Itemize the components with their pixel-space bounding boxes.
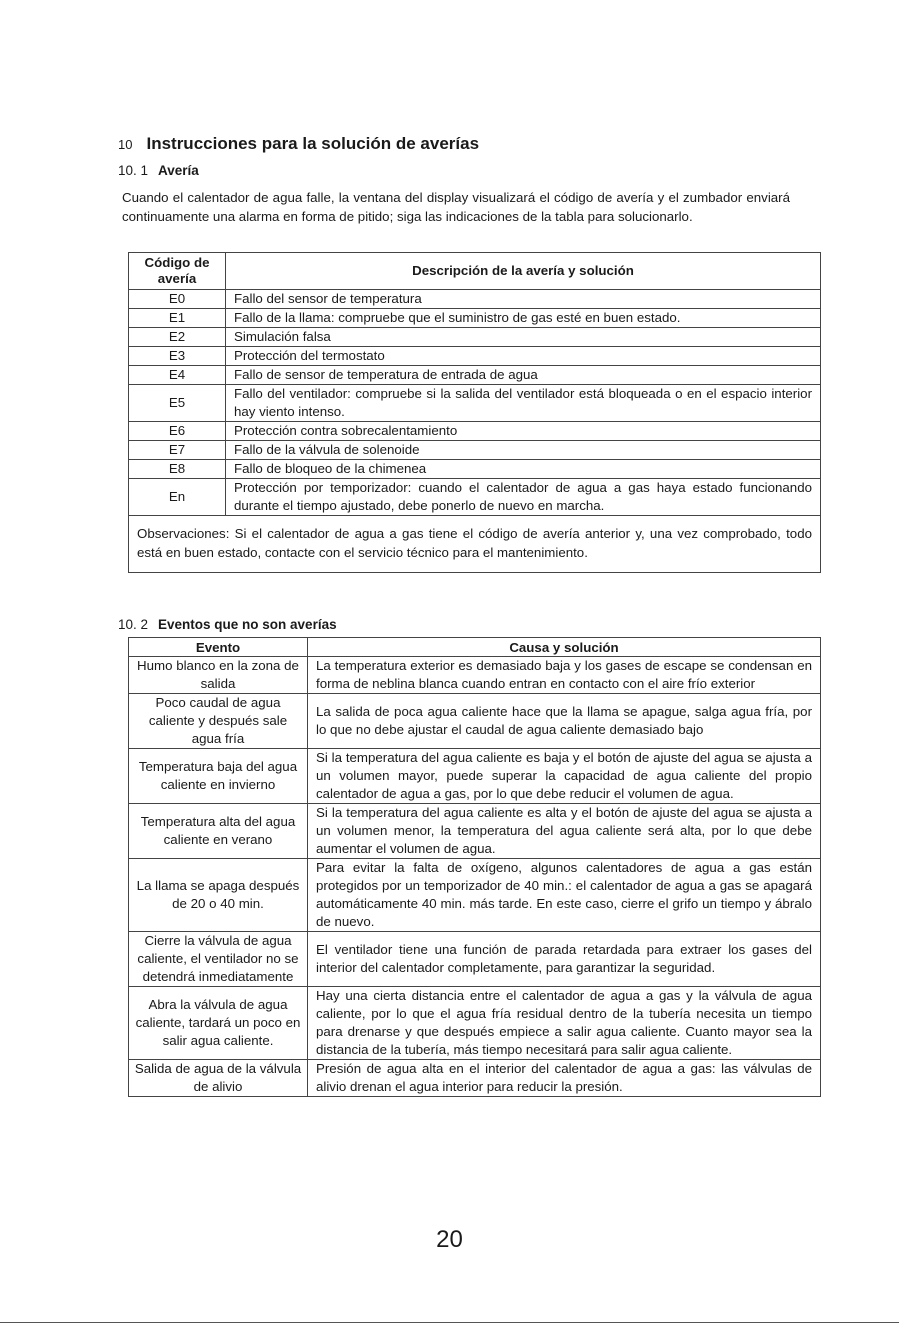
fault-code: E8 xyxy=(129,460,226,479)
column-header-event: Evento xyxy=(129,638,308,657)
observations-note: Observaciones: Si el calentador de agua a gas tiene el código de avería anterior y, una vez comprobado, todo está en buen estado, contacte con el servicio técnico para el mantenimiento. xyxy=(129,516,821,573)
fault-code: E0 xyxy=(129,290,226,309)
fault-description: Fallo de bloqueo de la chimenea xyxy=(226,460,821,479)
footer-divider xyxy=(0,1322,899,1323)
event-cause-solution: Hay una cierta distancia entre el calentador de agua a gas y la válvula de agua caliente, por lo que el agua fría residual dentro de la tubería necesita un tiempo para drenarse y que después empiece a salir agua caliente. Cuanto mayor sea la distancia de la tubería, más tiempo necesitará para salir agua caliente. xyxy=(308,987,821,1060)
event-name: Humo blanco en la zona de salida xyxy=(129,657,308,694)
fault-description: Simulación falsa xyxy=(226,328,821,347)
table-row xyxy=(129,694,821,749)
non-fault-events-table xyxy=(128,637,821,1097)
fault-code: E4 xyxy=(129,366,226,385)
subsection-number: 10. 2 xyxy=(118,617,149,632)
fault-description: Fallo de sensor de temperatura de entrada de agua xyxy=(226,366,821,385)
table-row xyxy=(129,328,821,347)
table-row xyxy=(129,366,821,385)
subsection-heading-events xyxy=(118,617,337,632)
event-name: La llama se apaga después de 20 o 40 min. xyxy=(129,859,308,932)
event-cause-solution: El ventilador tiene una función de parada retardada para extraer los gases del interior del calentador completamente, para garantizar la seguridad. xyxy=(308,932,821,987)
subsection-title: Avería xyxy=(158,163,199,178)
column-header-description: Descripción de la avería y solución xyxy=(226,253,821,290)
table-row xyxy=(129,804,821,859)
column-header-cause: Causa y solución xyxy=(308,638,821,657)
event-name: Temperatura baja del agua caliente en invierno xyxy=(129,749,308,804)
event-name: Poco caudal de agua caliente y después sale agua fría xyxy=(129,694,308,749)
column-header-code: Código de avería xyxy=(129,253,226,290)
table-header-row xyxy=(129,638,821,657)
table-row xyxy=(129,460,821,479)
page-number: 20 xyxy=(436,1226,463,1253)
table-row xyxy=(129,516,821,573)
table-row xyxy=(129,422,821,441)
section-title: Instrucciones para la solución de averías xyxy=(146,134,480,153)
table-row xyxy=(129,932,821,987)
event-cause-solution: Para evitar la falta de oxígeno, algunos calentadores de agua a gas están protegidos por un temporizador de 40 min.: el calentador de agua a gas se apagará automáticamente 40 min. más tarde. En este caso, cierre el grifo un tiempo y ábralo de nuevo. xyxy=(308,859,821,932)
subsection-heading-faults xyxy=(118,163,199,178)
fault-description: Fallo de la llama: compruebe que el suministro de gas esté en buen estado. xyxy=(226,309,821,328)
fault-description: Fallo de la válvula de solenoide xyxy=(226,441,821,460)
fault-description: Protección por temporizador: cuando el calentador de agua a gas haya estado funcionando durante el tiempo ajustado, debe ponerlo de nuevo en marcha. xyxy=(226,479,821,516)
fault-code: E1 xyxy=(129,309,226,328)
fault-description: Protección del termostato xyxy=(226,347,821,366)
event-name: Salida de agua de la válvula de alivio xyxy=(129,1060,308,1097)
intro-paragraph: Cuando el calentador de agua falle, la ventana del display visualizará el código de avería y el zumbador enviará continuamente una alarma en forma de pitido; siga las indicaciones de la tabla para solucionarlo. xyxy=(122,190,790,224)
table-row xyxy=(129,290,821,309)
fault-code: E6 xyxy=(129,422,226,441)
fault-code: E5 xyxy=(129,385,226,422)
section-number: 10 xyxy=(118,137,133,152)
table-row xyxy=(129,441,821,460)
table-row xyxy=(129,347,821,366)
fault-description: Protección contra sobrecalentamiento xyxy=(226,422,821,441)
fault-codes-table xyxy=(128,252,821,573)
table-row xyxy=(129,859,821,932)
fault-code: E3 xyxy=(129,347,226,366)
event-cause-solution: Si la temperatura del agua caliente es baja y el botón de ajuste del agua se ajusta a un volumen mayor, puede superar la capacidad de agua caliente del propio calentador de agua a gas, por lo que debe reducir el volumen de agua. xyxy=(308,749,821,804)
event-cause-solution: Si la temperatura del agua caliente es alta y el botón de ajuste del agua se ajusta a un volumen menor, la temperatura del agua caliente será alta, por lo que debe aumentar el volumen de agua. xyxy=(308,804,821,859)
fault-code: E2 xyxy=(129,328,226,347)
subsection-number: 10. 1 xyxy=(118,163,149,178)
table-row xyxy=(129,309,821,328)
event-name: Temperatura alta del agua caliente en verano xyxy=(129,804,308,859)
event-cause-solution: La salida de poca agua caliente hace que la llama se apague, salga agua fría, por lo que no debe ajustar el caudal de agua caliente demasiado bajo xyxy=(308,694,821,749)
table-row xyxy=(129,657,821,694)
table-row xyxy=(129,479,821,516)
event-name: Cierre la válvula de agua caliente, el ventilador no se detendrá inmediatamente xyxy=(129,932,308,987)
fault-code: E7 xyxy=(129,441,226,460)
fault-description: Fallo del ventilador: compruebe si la salida del ventilador está bloqueada o en el espacio interior hay viento intenso. xyxy=(226,385,821,422)
event-name: Abra la válvula de agua caliente, tardará un poco en salir agua caliente. xyxy=(129,987,308,1060)
event-cause-solution: Presión de agua alta en el interior del calentador de agua a gas: las válvulas de alivio drenan el agua interior para reducir la presión. xyxy=(308,1060,821,1097)
fault-description: Fallo del sensor de temperatura xyxy=(226,290,821,309)
table-row xyxy=(129,749,821,804)
table-header-row xyxy=(129,253,821,290)
fault-code: En xyxy=(129,479,226,516)
section-heading xyxy=(118,134,479,154)
table-row xyxy=(129,385,821,422)
subsection-title: Eventos que no son averías xyxy=(158,617,337,632)
event-cause-solution: La temperatura exterior es demasiado baja y los gases de escape se condensan en forma de neblina blanca cuando entran en contacto con el aire frío exterior xyxy=(308,657,821,694)
table-row xyxy=(129,987,821,1060)
table-row xyxy=(129,1060,821,1097)
